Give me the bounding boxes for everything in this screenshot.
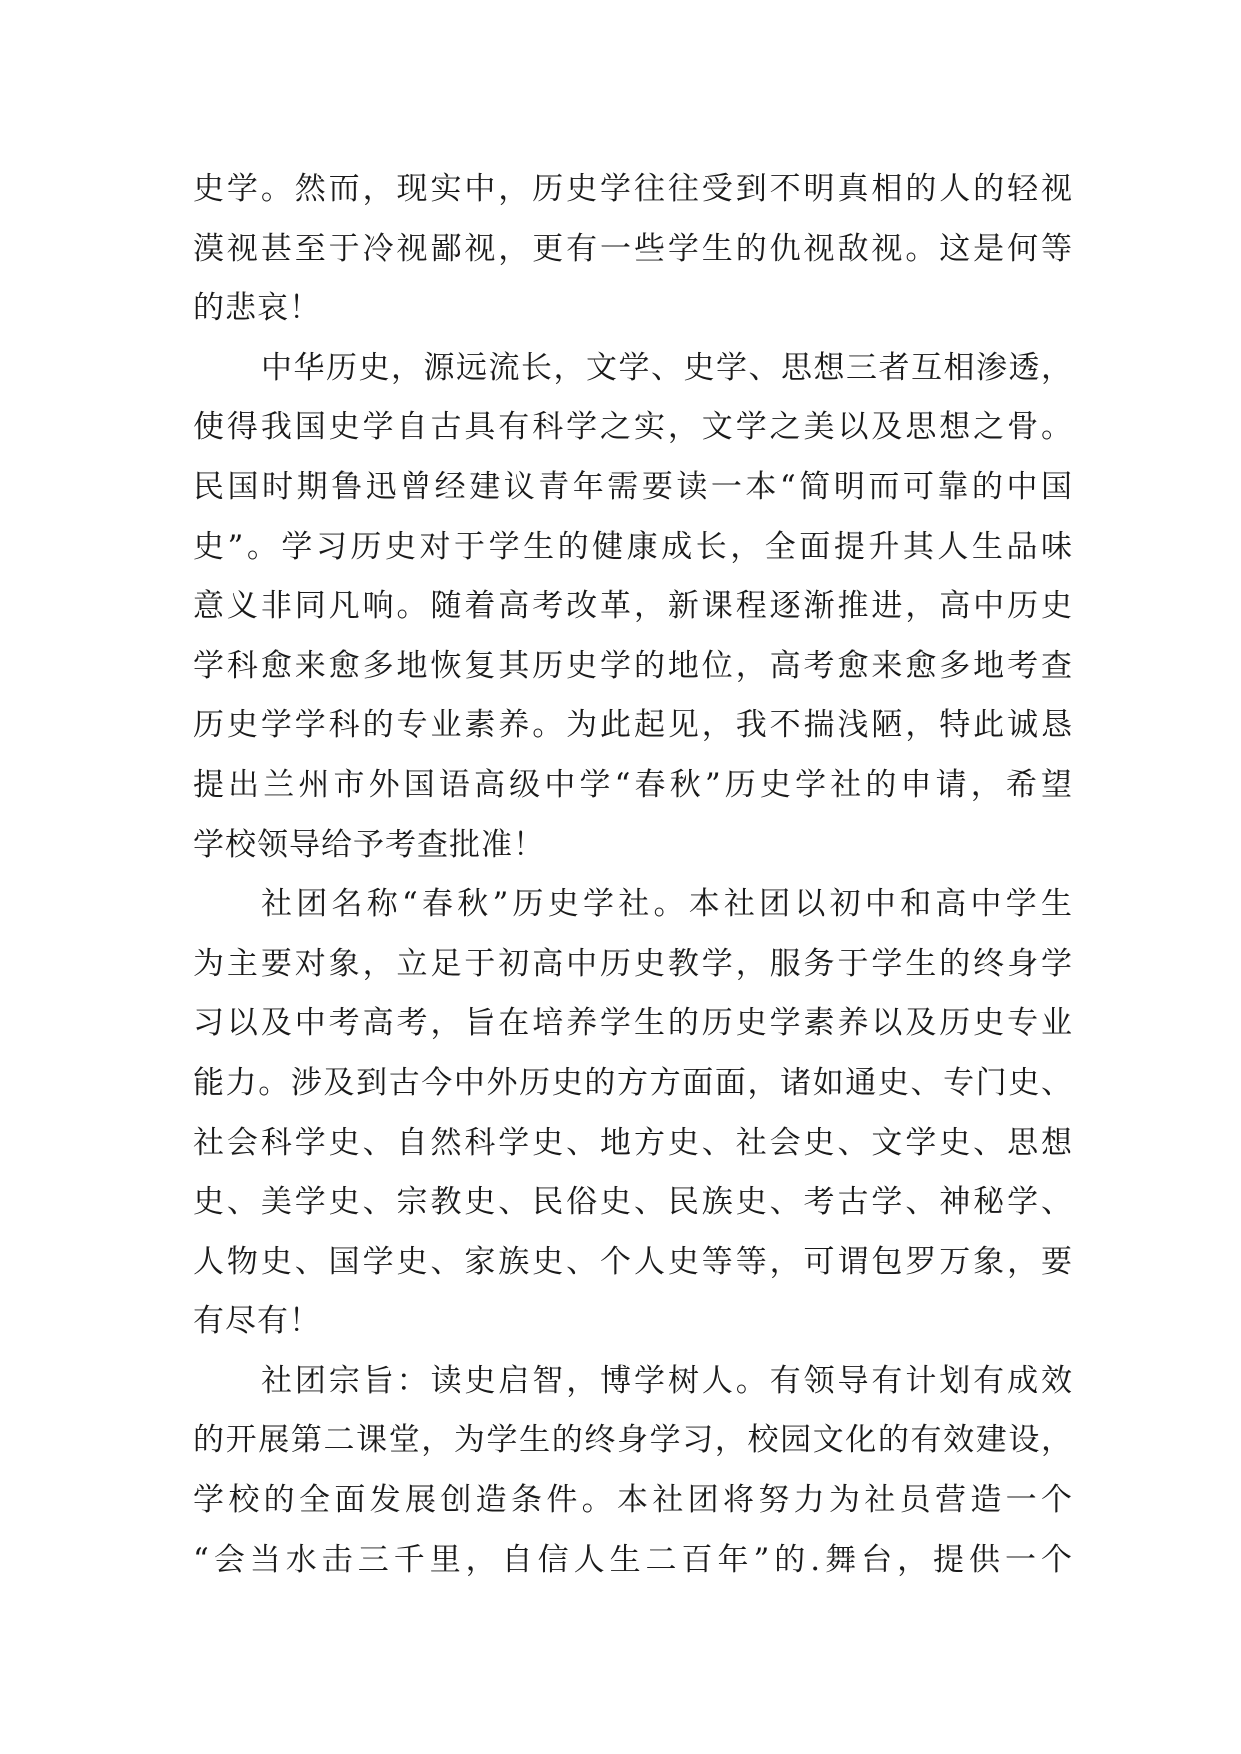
text-line: 为主要对象，立足于初高中历史教学，服务于学生的终身学	[193, 945, 1073, 982]
text-line: 的悲哀！	[193, 290, 321, 327]
paragraph	[193, 339, 1073, 875]
text-line: 学校的全面发展创造条件。本社团将努力为社员营造一个	[193, 1482, 1073, 1519]
text-line: 能力。涉及到古今中外历史的方方面面，诸如通史、专门史、	[193, 1064, 1073, 1101]
text-line: 社团名称“春秋”历史学社。本社团以初中和高中学生	[261, 886, 1073, 923]
text-line: 漠视甚至于冷视鄙视，更有一些学生的仇视敌视。这是何等	[193, 230, 1073, 267]
text-line: 意义非同凡响。随着高考改革，新课程逐渐推进，高中历史	[193, 588, 1073, 625]
text-line: 中华历史，源远流长，文学、史学、思想三者互相渗透，	[261, 349, 1073, 386]
text-line: 使得我国史学自古具有科学之实，文学之美以及思想之骨。	[193, 409, 1073, 446]
text-line: 人物史、国学史、家族史、个人史等等，可谓包罗万象，要	[193, 1243, 1073, 1280]
text-line: 史学。然而，现实中，历史学往往受到不明真相的人的轻视	[193, 171, 1073, 207]
text-line: 社会科学史、自然科学史、地方史、社会史、文学史、思想	[193, 1124, 1073, 1161]
text-line: 习以及中考高考，旨在培养学生的历史学素养以及历史专业	[193, 1005, 1073, 1042]
paragraph	[193, 875, 1073, 1352]
text-line: 史、美学史、宗教史、民俗史、民族史、考古学、神秘学、	[193, 1184, 1073, 1221]
text-line: 历史学学科的专业素养。为此起见，我不揣浅陋，特此诚恳	[193, 707, 1073, 744]
document-body	[193, 160, 1073, 1590]
paragraph	[193, 1352, 1073, 1590]
text-line: “会当水击三千里，自信人生二百年”的.舞台，提供一个	[193, 1541, 1073, 1578]
text-line: 学科愈来愈多地恢复其历史学的地位，高考愈来愈多地考查	[193, 647, 1073, 684]
text-line: 学校领导给予考查批准！	[193, 826, 545, 863]
text-line: 社团宗旨：读史启智，博学树人。有领导有计划有成效	[261, 1362, 1073, 1399]
text-line: 有尽有！	[193, 1303, 321, 1340]
text-line: 提出兰州市外国语高级中学“春秋”历史学社的申请，希望	[193, 766, 1073, 803]
text-line: 民国时期鲁迅曾经建议青年需要读一本“简明而可靠的中国	[193, 468, 1073, 505]
paragraph	[193, 160, 1073, 339]
text-line: 的开展第二课堂，为学生的终身学习，校园文化的有效建设，	[193, 1422, 1073, 1459]
text-line: 史”。学习历史对于学生的健康成长，全面提升其人生品味	[193, 528, 1073, 565]
